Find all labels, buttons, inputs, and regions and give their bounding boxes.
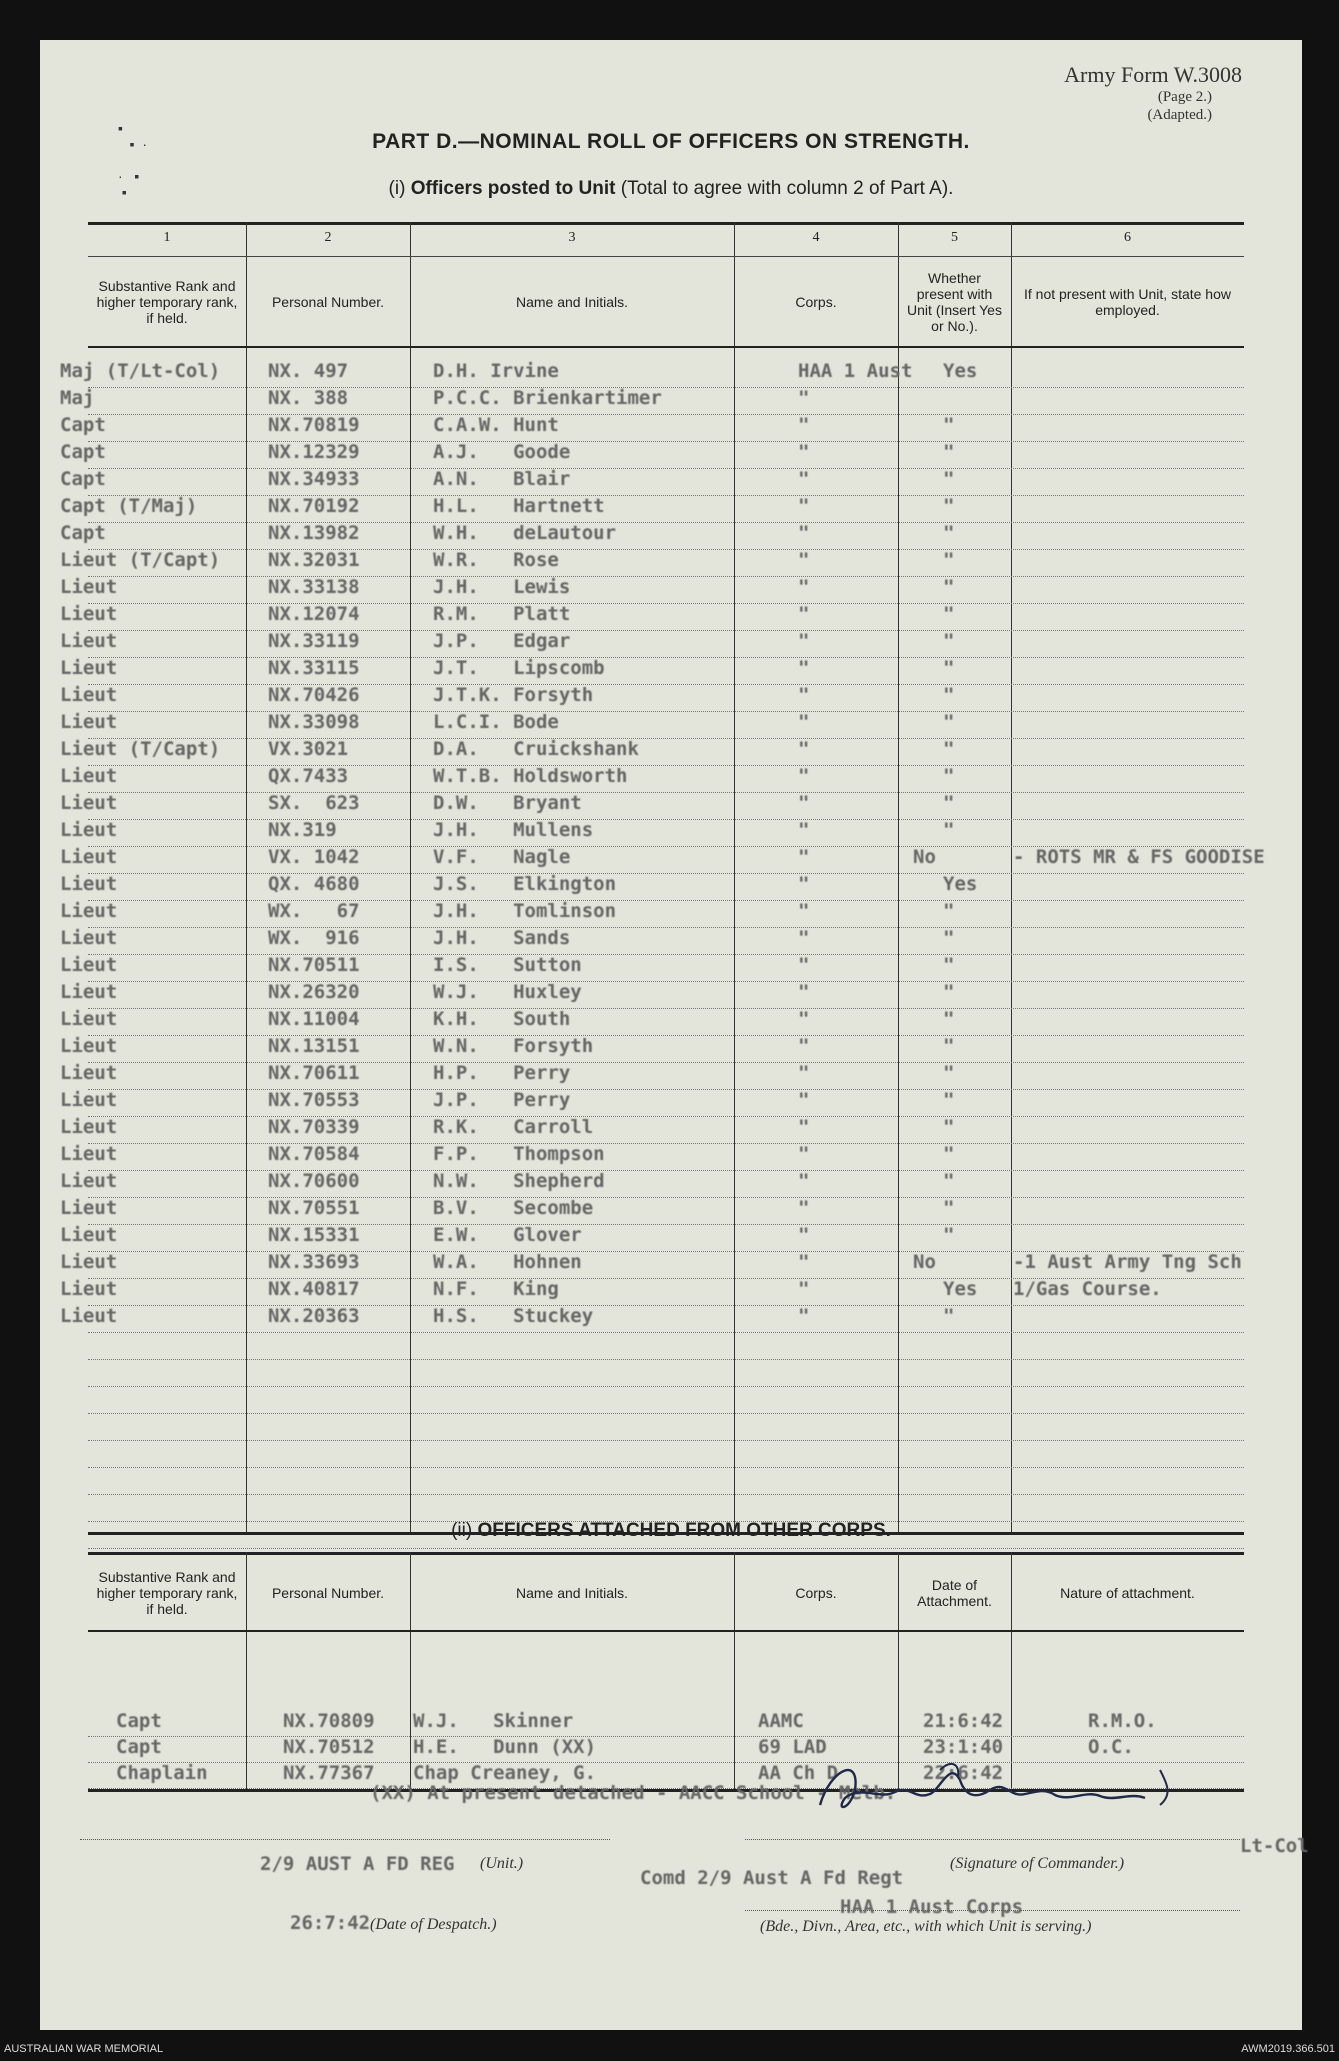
cell-present: " <box>943 1035 955 1057</box>
cell-date: 22:6:42 <box>923 1762 1004 1784</box>
cell-present: " <box>943 981 955 1003</box>
column-header: If not present with Unit, state how employed. <box>1024 286 1231 318</box>
cell-rank: Lieut <box>60 819 118 841</box>
cell-name: N.W. Shepherd <box>433 1170 605 1192</box>
cell-corps: 69 LAD <box>758 1736 827 1758</box>
cell-present: " <box>943 900 955 922</box>
margin-marks: ▪ ▪ · · ▪ ▪ <box>118 120 148 200</box>
cell-rank: Lieut <box>60 576 118 598</box>
cell-name: H.L. Hartnett <box>433 495 605 517</box>
cell-present: " <box>943 1224 955 1246</box>
cell-number: NX.70553 <box>268 1089 360 1111</box>
section2-prefix: (ii) <box>451 1520 473 1541</box>
cell-number: NX.33115 <box>268 657 360 679</box>
section2-title <box>40 1520 1302 1542</box>
column-number: 6 <box>1124 230 1131 245</box>
cell-rank: Lieut (T/Capt) <box>60 549 221 571</box>
cell-present: " <box>943 765 955 787</box>
cell-number: NX.32031 <box>268 549 360 571</box>
signature-label: (Signature of Commander.) <box>950 1855 1125 1872</box>
cell-present: " <box>943 657 955 679</box>
column-header: Corps. <box>795 294 837 310</box>
cell-number: NX.33098 <box>268 711 360 733</box>
cell-corps: " <box>798 684 810 706</box>
cell-present: " <box>943 414 955 436</box>
cell-number: NX.70600 <box>268 1170 360 1192</box>
date-label: (Date of Despatch.) <box>370 1916 497 1933</box>
cell-present: " <box>943 441 955 463</box>
cell-rank: Capt <box>60 468 106 490</box>
cell-name: C.A.W. Hunt <box>433 414 559 436</box>
cell-rank: Maj <box>60 387 95 409</box>
cell-rank: Capt <box>60 414 106 436</box>
column-header: Corps. <box>795 1585 837 1601</box>
cell-corps: " <box>798 954 810 976</box>
cell-corps: " <box>798 549 810 571</box>
cell-number: NX.70584 <box>268 1143 360 1165</box>
cell-rank: Capt <box>116 1710 162 1732</box>
cell-date: 21:6:42 <box>923 1710 1004 1732</box>
cell-name: W.A. Hohnen <box>433 1251 582 1273</box>
formation-value: HAA 1 Aust Corps <box>840 1896 1024 1918</box>
cell-name: J.P. Perry <box>433 1089 571 1111</box>
section1-note: (Total to agree with column 2 of Part A). <box>620 178 954 199</box>
column-number: 5 <box>951 230 958 245</box>
cell-present: " <box>943 1116 955 1138</box>
cell-nature: O.C. <box>1088 1736 1134 1758</box>
cell-name: J.H. Lewis <box>433 576 571 598</box>
cell-corps: AAMC <box>758 1710 804 1732</box>
cell-name: W.J. Huxley <box>433 981 582 1003</box>
cell-rank: Chaplain <box>116 1762 208 1784</box>
cell-number: WX. 916 <box>268 927 360 949</box>
section2-label: OFFICERS ATTACHED FROM OTHER CORPS. <box>477 1520 891 1541</box>
cell-number: NX.12074 <box>268 603 360 625</box>
cell-number: NX.70611 <box>268 1062 360 1084</box>
cell-corps: " <box>798 792 810 814</box>
column-header: Whether present with Unit (Insert Yes or No.). <box>907 270 1002 334</box>
cell-present: Yes <box>943 873 978 895</box>
cell-number: NX.15331 <box>268 1224 360 1246</box>
cell-rank: Lieut <box>60 1197 118 1219</box>
cell-present: " <box>943 576 955 598</box>
cell-name: J.H. Sands <box>433 927 571 949</box>
cell-rank: Maj (T/Lt-Col) <box>60 360 221 382</box>
cell-present: " <box>943 1170 955 1192</box>
cell-present: " <box>943 738 955 760</box>
cell-name: K.H. South <box>433 1008 571 1030</box>
cell-number: NX.70192 <box>268 495 360 517</box>
cell-name: J.T.K. Forsyth <box>433 684 594 706</box>
cell-number: VX. 1042 <box>268 846 360 868</box>
cell-number: NX. 497 <box>268 360 349 382</box>
cell-corps: AA Ch D <box>758 1762 839 1784</box>
cell-corps: " <box>798 981 810 1003</box>
cell-rank: Lieut <box>60 1305 118 1327</box>
cell-corps: " <box>798 657 810 679</box>
column-header: Substantive Rank and higher temporary rank, if held. <box>96 278 238 326</box>
column-number: 3 <box>568 230 576 245</box>
cell-present: No <box>913 846 936 868</box>
cell-number: QX. 4680 <box>268 873 360 895</box>
cell-corps: " <box>798 414 810 436</box>
cell-name: V.F. Nagle <box>433 846 571 868</box>
cell-rank: Lieut <box>60 873 118 895</box>
cell-corps: " <box>798 1035 810 1057</box>
cell-number: NX.20363 <box>268 1305 360 1327</box>
cell-number: NX.70819 <box>268 414 360 436</box>
cell-name: A.J. Goode <box>433 441 571 463</box>
column-number: 1 <box>163 230 171 245</box>
cell-rank: Lieut <box>60 792 118 814</box>
cell-name: D.A. Cruickshank <box>433 738 639 760</box>
cell-employed: -1 Aust Army Tng Sch <box>1013 1251 1242 1273</box>
cell-number: NX.70551 <box>268 1197 360 1219</box>
cell-number: NX.26320 <box>268 981 360 1003</box>
cell-name: I.S. Sutton <box>433 954 582 976</box>
cell-name: R.K. Carroll <box>433 1116 594 1138</box>
cell-number: NX.70809 <box>283 1710 375 1732</box>
cell-rank: Lieut <box>60 711 118 733</box>
section1-label: Officers posted to Unit <box>410 178 616 199</box>
date-value: 26:7:42 <box>290 1912 371 1934</box>
cell-rank: Capt <box>116 1736 162 1758</box>
cell-present: " <box>943 1143 955 1165</box>
cell-corps: " <box>798 576 810 598</box>
cell-corps: " <box>798 630 810 652</box>
cell-rank: Lieut <box>60 846 118 868</box>
cell-name: P.C.C. Brienkartimer <box>433 387 662 409</box>
cell-rank: Lieut <box>60 1116 118 1138</box>
cell-number: NX.70511 <box>268 954 360 976</box>
cell-rank: Lieut <box>60 684 118 706</box>
cell-corps: " <box>798 738 810 760</box>
cell-corps: " <box>798 1143 810 1165</box>
section1-prefix: (i) <box>388 178 406 199</box>
cell-number: NX.33138 <box>268 576 360 598</box>
column-number: 4 <box>812 230 820 245</box>
cell-corps: " <box>798 711 810 733</box>
cell-number: NX.13151 <box>268 1035 360 1057</box>
cell-corps: " <box>798 522 810 544</box>
cell-name: E.W. Glover <box>433 1224 582 1246</box>
unit-label: (Unit.) <box>480 1855 524 1872</box>
cell-name: J.P. Edgar <box>433 630 571 652</box>
column-header: Personal Number. <box>271 294 385 310</box>
cell-name: F.P. Thompson <box>433 1143 605 1165</box>
cell-present: " <box>943 927 955 949</box>
cell-corps: " <box>798 873 810 895</box>
cell-nature: R.M.O. <box>1088 1710 1157 1732</box>
cell-number: NX.33119 <box>268 630 360 652</box>
page-title: PART D.—NOMINAL ROLL OF OFFICERS ON STRENGTH. <box>372 130 970 153</box>
cell-rank: Lieut <box>60 900 118 922</box>
cell-name: N.F. King <box>433 1278 559 1300</box>
cell-present: " <box>943 522 955 544</box>
cell-corps: " <box>798 1008 810 1030</box>
cell-name: H.E. Dunn (XX) <box>413 1736 597 1758</box>
cell-present: " <box>943 792 955 814</box>
cell-corps: " <box>798 900 810 922</box>
form-name: Army Form W.3008 <box>1064 62 1242 87</box>
cell-name: D.W. Bryant <box>433 792 582 814</box>
cell-rank: Lieut <box>60 927 118 949</box>
cell-number: WX. 67 <box>268 900 360 922</box>
cell-corps: " <box>798 1089 810 1111</box>
cell-present: No <box>913 1251 936 1273</box>
cell-number: QX.7433 <box>268 765 349 787</box>
cell-name: W.R. Rose <box>433 549 559 571</box>
cell-corps: HAA 1 Aust <box>798 360 913 382</box>
cell-corps: " <box>798 441 810 463</box>
cell-name: W.N. Forsyth <box>433 1035 594 1057</box>
cell-corps: " <box>798 927 810 949</box>
cell-number: NX.319 <box>268 819 337 841</box>
cell-present: " <box>943 1062 955 1084</box>
cell-name: H.S. Stuckey <box>433 1305 594 1327</box>
cell-number: VX.3021 <box>268 738 349 760</box>
cell-present: " <box>943 549 955 571</box>
cell-name: J.T. Lipscomb <box>433 657 605 679</box>
officers-posted-table <box>60 222 1265 1532</box>
archive-label-left: AUSTRALIAN WAR MEMORIAL <box>4 2043 164 2055</box>
cell-rank: Lieut <box>60 657 118 679</box>
cell-name: W.T.B. Holdsworth <box>433 765 628 787</box>
cell-corps: " <box>798 468 810 490</box>
form-identifier <box>1064 62 1242 124</box>
attachment-note: (XX) At present detached - AACC School - Melb. <box>370 1782 897 1804</box>
cell-corps: " <box>798 846 810 868</box>
cell-name: D.H. Irvine <box>433 360 559 382</box>
cell-corps: " <box>798 1305 810 1327</box>
cell-present: " <box>943 495 955 517</box>
cell-present: Yes <box>943 360 978 382</box>
cell-number: NX.12329 <box>268 441 360 463</box>
cell-corps: " <box>798 1062 810 1084</box>
cell-corps: " <box>798 1116 810 1138</box>
cell-rank: Lieut <box>60 1089 118 1111</box>
unit-value: 2/9 AUST A FD REG <box>260 1853 455 1875</box>
cell-present: " <box>943 819 955 841</box>
cell-rank: Lieut <box>60 981 118 1003</box>
cell-name: A.N. Blair <box>433 468 571 490</box>
cell-number: NX.34933 <box>268 468 360 490</box>
commander-signature <box>800 1750 1220 1820</box>
cell-number: SX. 623 <box>268 792 360 814</box>
cell-corps: " <box>798 1251 810 1273</box>
column-header: Name and Initials. <box>515 1585 629 1601</box>
cell-rank: Lieut <box>60 954 118 976</box>
cell-number: NX.40817 <box>268 1278 360 1300</box>
form-adapted: (Adapted.) <box>1147 107 1212 123</box>
cell-corps: " <box>798 387 810 409</box>
cell-number: NX.11004 <box>268 1008 360 1030</box>
commander-text: Comd 2/9 Aust A Fd Regt <box>640 1867 904 1889</box>
cell-rank: Lieut <box>60 1008 118 1030</box>
cell-name: W.H. deLautour <box>433 522 617 544</box>
cell-number: NX.70512 <box>283 1736 375 1758</box>
cell-present: " <box>943 684 955 706</box>
cell-present: Yes <box>943 1278 978 1300</box>
cell-name: L.C.I. Bode <box>433 711 559 733</box>
cell-name: Chap Creaney, G. <box>413 1762 597 1784</box>
column-number: 2 <box>324 230 332 245</box>
cell-rank: Capt (T/Maj) <box>60 495 198 517</box>
cell-date: 23:1:40 <box>923 1736 1004 1758</box>
cell-rank: Lieut <box>60 1062 118 1084</box>
cell-present: " <box>943 1197 955 1219</box>
cell-present: " <box>943 711 955 733</box>
cell-corps: " <box>798 819 810 841</box>
cell-rank: Lieut <box>60 1035 118 1057</box>
column-header: Nature of attachment. <box>1060 1585 1195 1601</box>
cell-rank: Lieut <box>60 1143 118 1165</box>
cell-corps: " <box>798 1278 810 1300</box>
cell-rank: Capt <box>60 441 106 463</box>
cell-present: " <box>943 1089 955 1111</box>
formation-label: (Bde., Divn., Area, etc., with which Unit is serving.) <box>760 1918 1092 1935</box>
cell-present: " <box>943 468 955 490</box>
cell-present: " <box>943 954 955 976</box>
cell-name: J.H. Tomlinson <box>433 900 617 922</box>
cell-rank: Lieut <box>60 1251 118 1273</box>
cell-name: R.M. Platt <box>433 603 571 625</box>
cell-present: " <box>943 630 955 652</box>
cell-rank: Lieut <box>60 1278 118 1300</box>
cell-name: H.P. Perry <box>433 1062 571 1084</box>
cell-name: J.H. Mullens <box>433 819 594 841</box>
cell-corps: " <box>798 1197 810 1219</box>
column-header: Name and Initials. <box>515 294 629 310</box>
cell-employed: 1/Gas Course. <box>1013 1278 1162 1300</box>
column-header: Personal Number. <box>271 1585 385 1601</box>
form-page-number: (Page 2.) <box>1157 89 1212 105</box>
cell-rank: Lieut (T/Capt) <box>60 738 221 760</box>
cell-number: NX.33693 <box>268 1251 360 1273</box>
cell-name: B.V. Secombe <box>433 1197 594 1219</box>
cell-present: " <box>943 1008 955 1030</box>
cell-corps: " <box>798 603 810 625</box>
cell-number: NX.70426 <box>268 684 360 706</box>
cell-corps: " <box>798 765 810 787</box>
cell-present: " <box>943 603 955 625</box>
cell-rank: Lieut <box>60 630 118 652</box>
cell-name: W.J. Skinner <box>413 1710 574 1732</box>
column-header: Substantive Rank and higher temporary rank, if held. <box>96 1569 238 1617</box>
cell-rank: Lieut <box>60 1224 118 1246</box>
cell-rank: Capt <box>60 522 106 544</box>
cell-corps: " <box>798 495 810 517</box>
column-header: Date of Attachment. <box>917 1577 992 1609</box>
signature-rank: Lt-Col <box>1240 1835 1309 1857</box>
archive-label-right: AWM2019.366.501 <box>1241 2043 1335 2055</box>
cell-employed: - ROTS MR & FS GOODISE <box>1013 846 1265 868</box>
cell-number: NX.70339 <box>268 1116 360 1138</box>
form-page <box>40 40 1309 2030</box>
cell-corps: " <box>798 1170 810 1192</box>
cell-number: NX.13982 <box>268 522 360 544</box>
cell-rank: Lieut <box>60 603 118 625</box>
cell-rank: Lieut <box>60 765 118 787</box>
cell-number: NX. 388 <box>268 387 349 409</box>
cell-name: J.S. Elkington <box>433 873 617 895</box>
cell-number: NX.77367 <box>283 1762 375 1784</box>
cell-corps: " <box>798 1224 810 1246</box>
section1-title <box>40 178 1302 200</box>
cell-present: " <box>943 1305 955 1327</box>
cell-rank: Lieut <box>60 1170 118 1192</box>
